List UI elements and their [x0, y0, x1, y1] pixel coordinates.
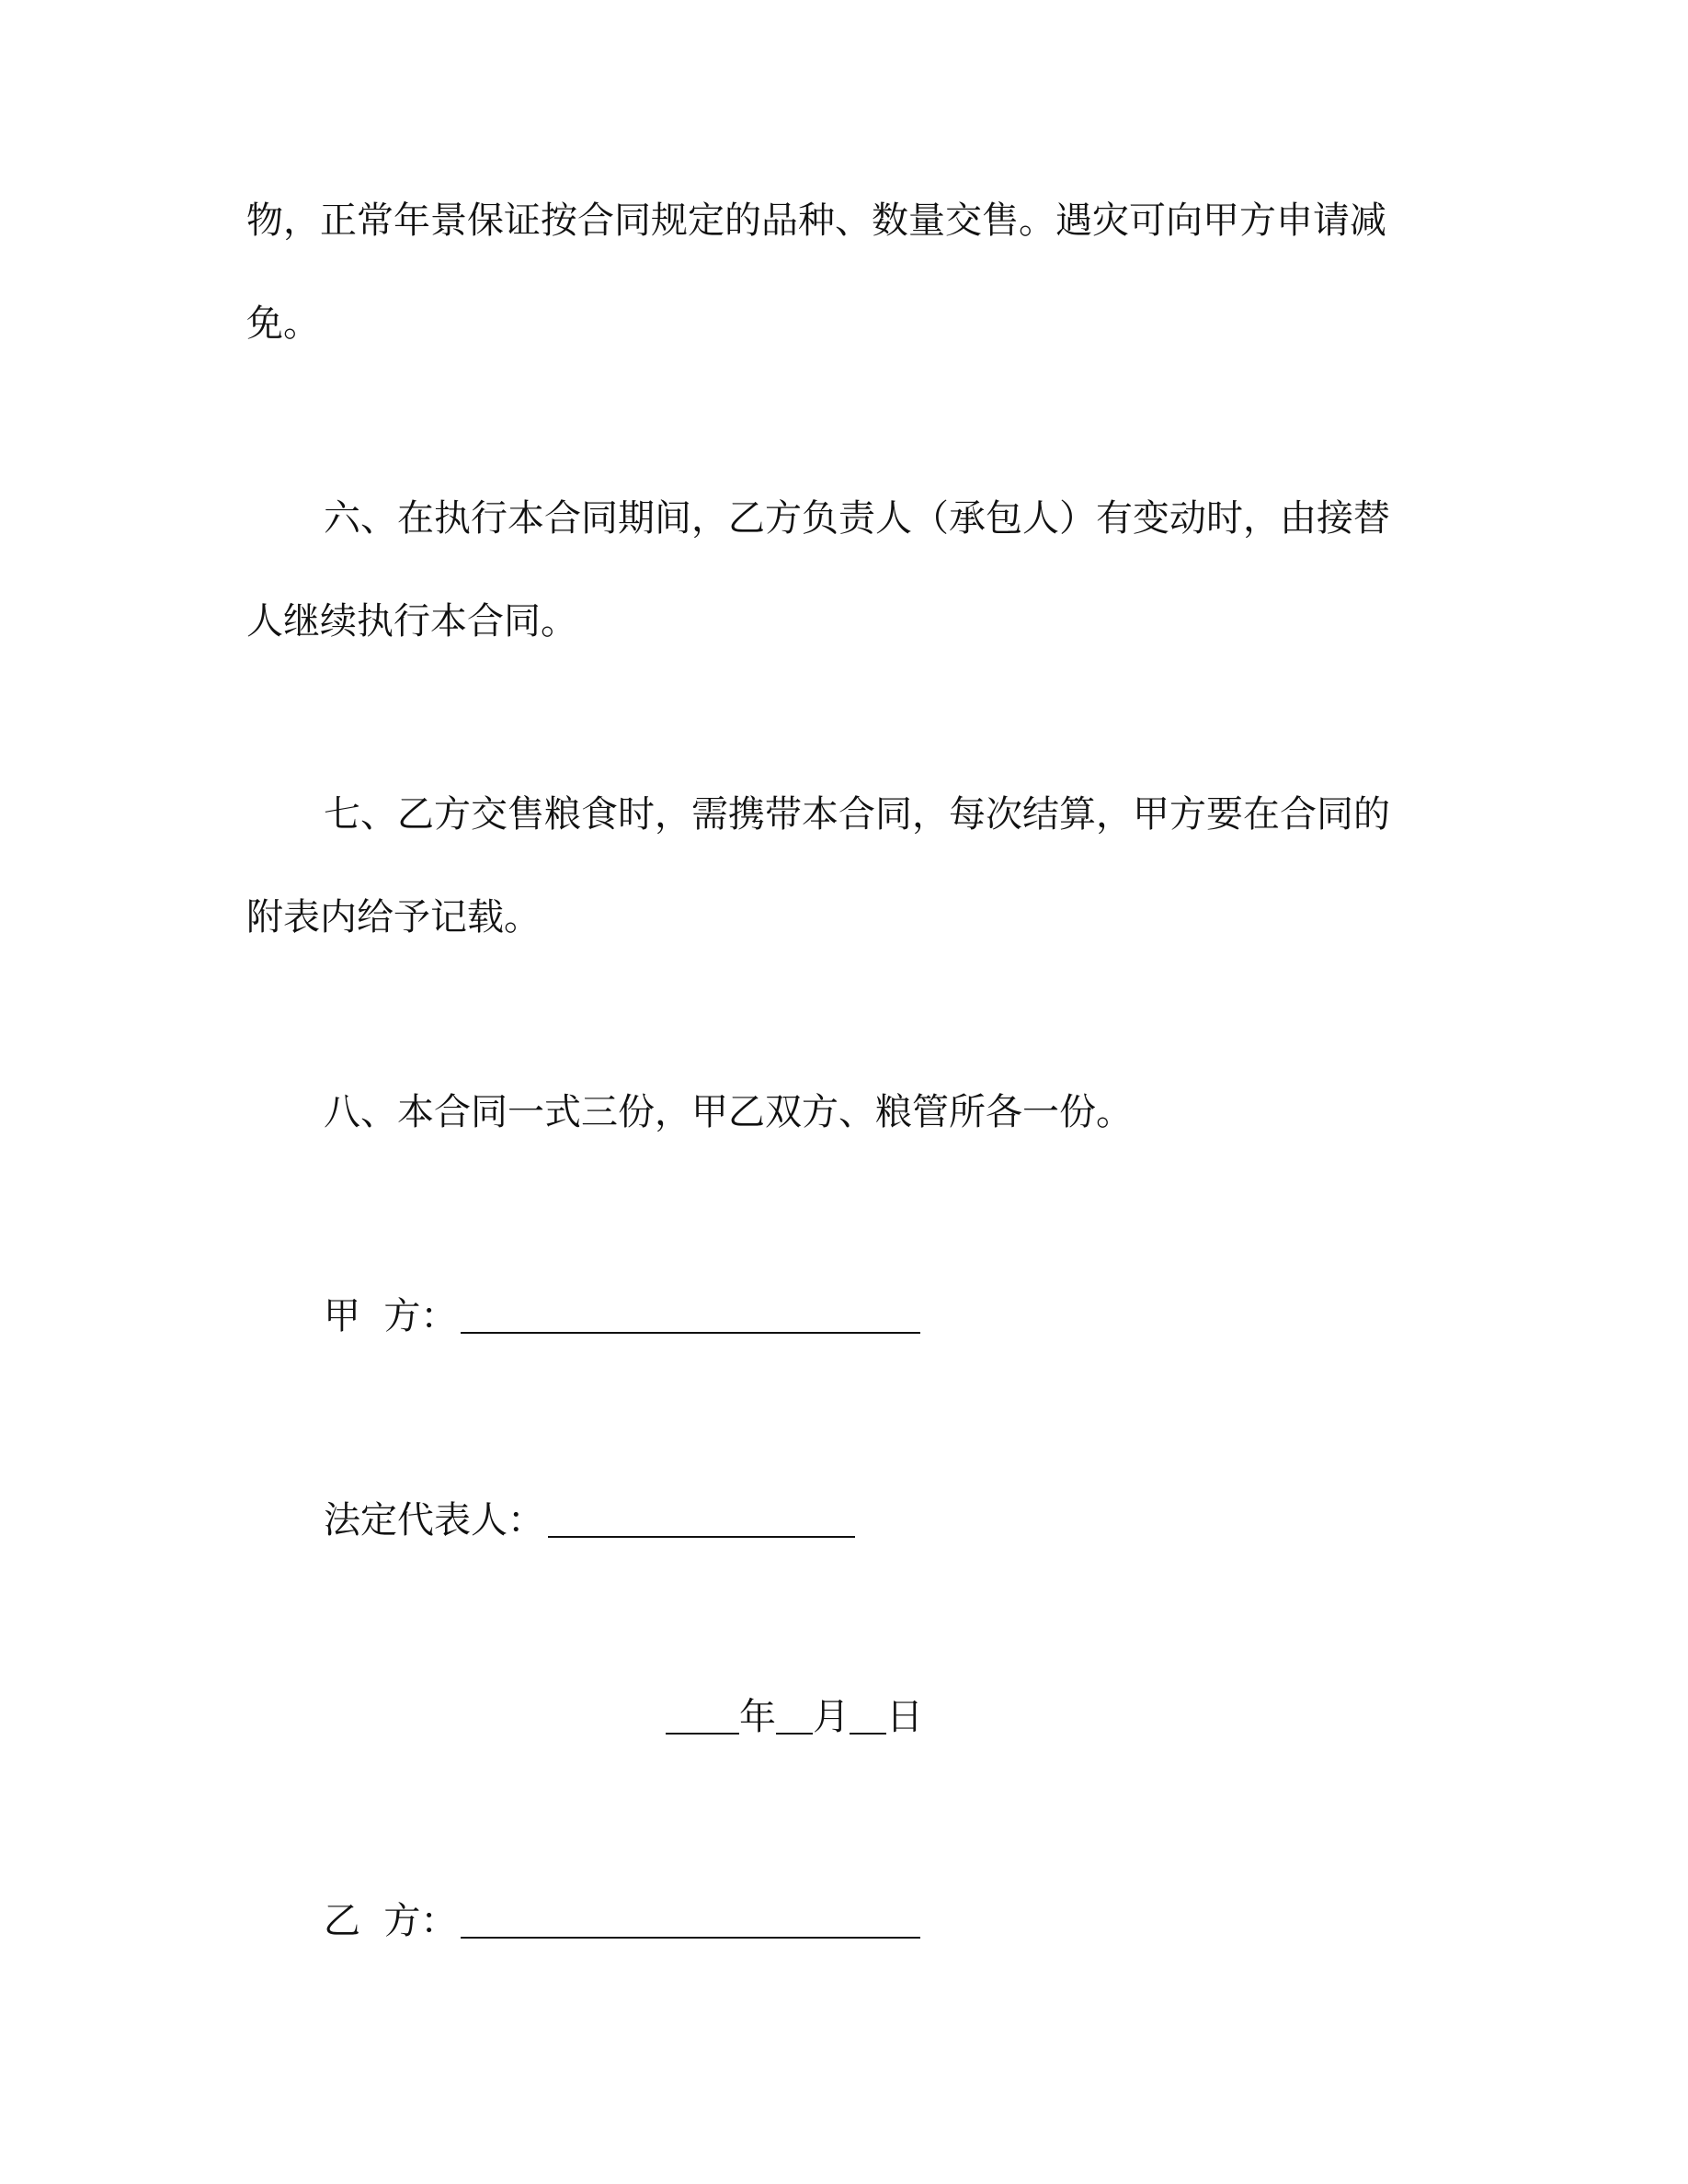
date-day-label: 日	[886, 1696, 923, 1738]
party-b-signature	[324, 1897, 1519, 1945]
signing-date	[666, 1693, 923, 1741]
party-a-blank[interactable]	[461, 1295, 920, 1334]
clause5-line1: 物，正常年景保证按合同规定的品种、数量交售。遇灾可向甲方申请减	[246, 199, 1386, 242]
clause7-line2: 附表内给予记载。	[246, 896, 541, 938]
clause5-line2: 免。	[246, 302, 320, 345]
clause6-line2: 人继续执行本合同。	[246, 600, 577, 643]
clause8-line1: 八、本合同一式三份，甲乙双方、粮管所各一份。	[324, 1091, 1133, 1133]
legal-rep-signature	[324, 1496, 1519, 1544]
date-month-blank[interactable]	[776, 1696, 813, 1735]
legal-rep-blank[interactable]	[548, 1499, 855, 1538]
clause7-line1: 七、乙方交售粮食时，需携带本合同，每次结算，甲方要在合同的	[324, 793, 1390, 836]
party-b-blank[interactable]	[461, 1900, 920, 1939]
party-a-label: 甲 方：	[324, 1295, 458, 1337]
party-a-signature	[324, 1292, 1519, 1340]
clause6-line1: 六、在执行本合同期间，乙方负责人（承包人）有变动时，由接替	[324, 497, 1390, 540]
legal-rep-label: 法定代表人：	[324, 1499, 544, 1541]
date-day-blank[interactable]	[850, 1696, 886, 1735]
date-month-label: 月	[813, 1696, 850, 1738]
date-year-blank[interactable]	[666, 1696, 739, 1735]
date-year-label: 年	[739, 1696, 776, 1738]
party-b-label: 乙 方：	[324, 1900, 458, 1942]
